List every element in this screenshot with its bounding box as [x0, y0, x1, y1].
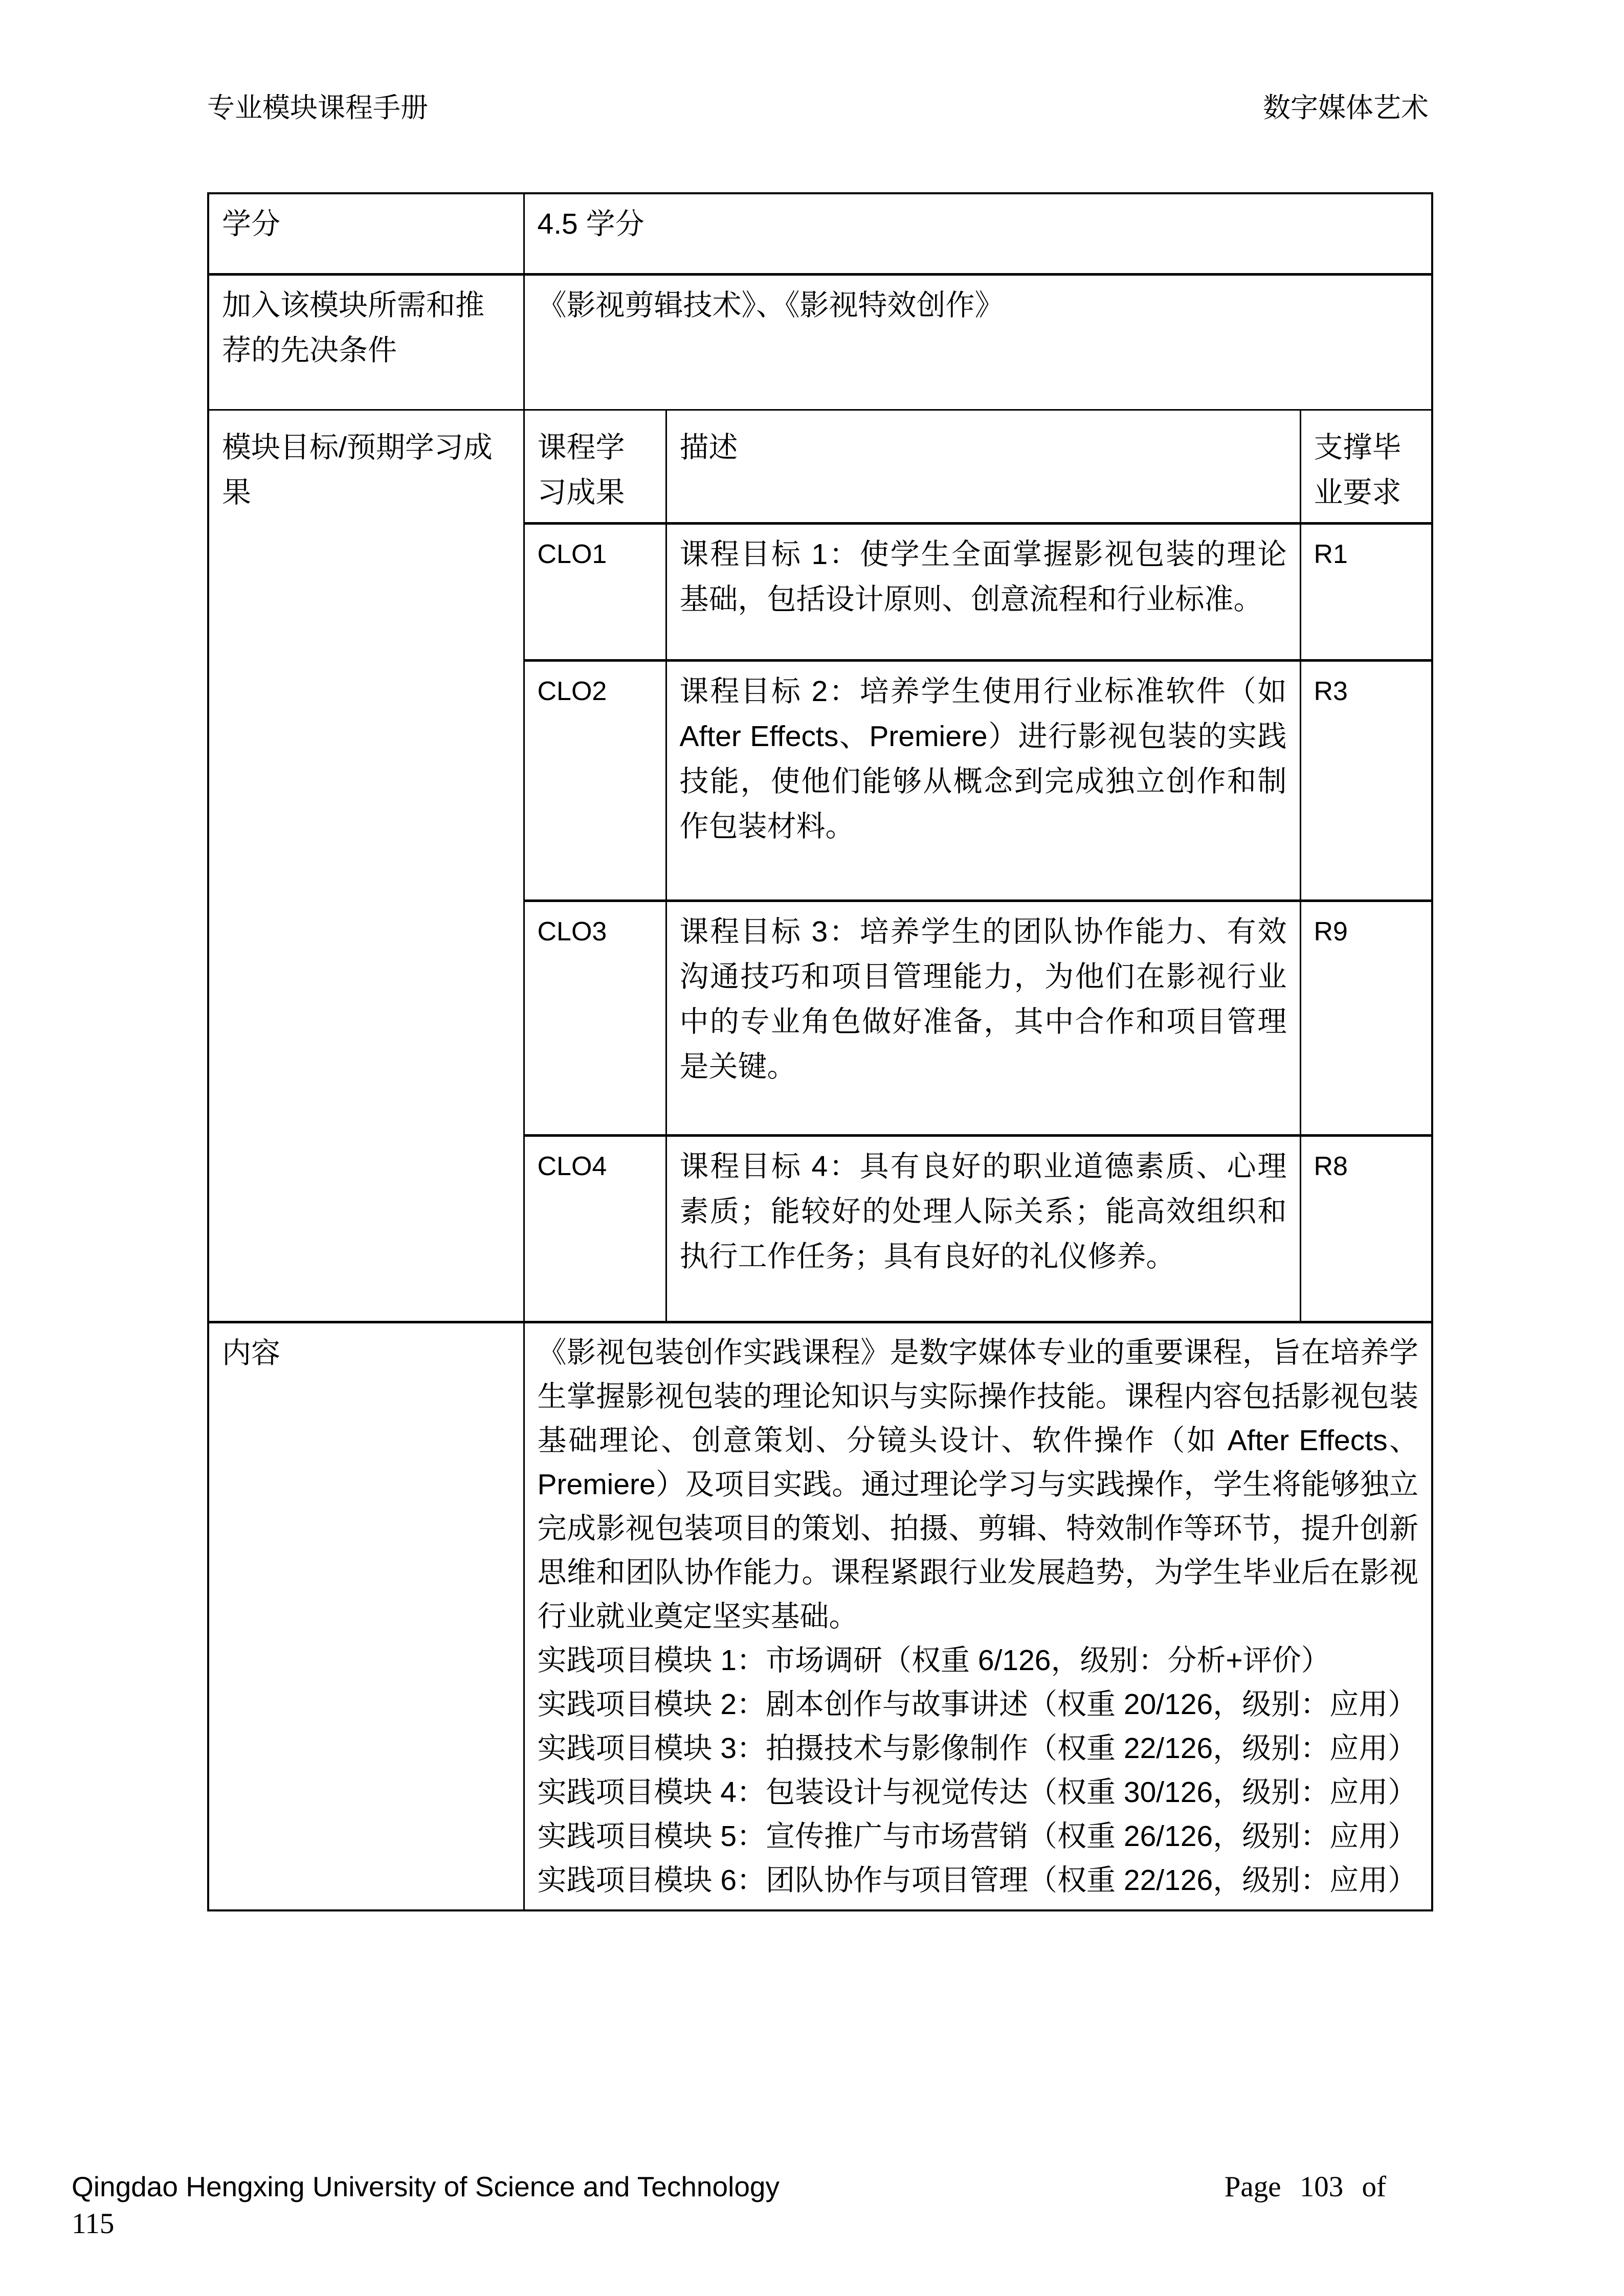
header-right-title: 数字媒体艺术: [1263, 93, 1429, 123]
clo2-support: R3: [1300, 661, 1432, 901]
practice-module-item-5: 实践项目模块 5：宣传推广与市场营销（权重 26/126，级别：应用）: [537, 1820, 1417, 1853]
footer-page-number-wrap: 115: [72, 2208, 115, 2240]
clo4-support: R8: [1300, 1136, 1432, 1322]
practice-module-item-2: 实践项目模块 2：剧本创作与故事讲述（权重 20/126，级别：应用）: [537, 1688, 1417, 1721]
clo2-code: CLO2: [524, 661, 666, 901]
practice-module-item-3: 实践项目模块 3：拍摄技术与影像制作（权重 22/126，级别：应用）: [537, 1732, 1417, 1765]
running-header: [207, 91, 1429, 126]
clo1-code: CLO1: [524, 524, 666, 661]
module-info-table: [207, 192, 1433, 1911]
clo1-support: R1: [1300, 524, 1432, 661]
clo4-description: 课程目标 4：具有良好的职业道德素质、心理素质；能较好的处理人际关系；能高效组织和执行工作任务；具有良好的礼仪修养。: [666, 1136, 1300, 1322]
clo3-support: R9: [1300, 901, 1432, 1136]
objectives-label: 模块目标/预期学习成果: [208, 410, 524, 1322]
header-left-title: 专业模块课程手册: [207, 93, 428, 123]
credits-value: 4.5 学分: [524, 193, 1432, 275]
table-row-credits: [208, 193, 1432, 275]
column-header-description: 描述: [666, 410, 1300, 524]
column-header-clo: 课程学习成果: [524, 410, 666, 524]
clo3-description: 课程目标 3：培养学生的团队协作能力、有效沟通技巧和项目管理能力，为他们在影视行业中的专业角色做好准备，其中合作和项目管理是关键。: [666, 901, 1300, 1136]
prerequisites-value: 《影视剪辑技术》、《影视特效创作》: [524, 275, 1432, 410]
clo3-code: CLO3: [524, 901, 666, 1136]
credits-label: 学分: [208, 193, 524, 275]
table-row-prerequisites: [208, 275, 1432, 410]
prerequisites-label: 加入该模块所需和推荐的先决条件: [208, 275, 524, 410]
clo4-code: CLO4: [524, 1136, 666, 1322]
practice-module-item-6: 实践项目模块 6：团队协作与项目管理（权重 22/126，级别：应用）: [537, 1864, 1417, 1897]
content-paragraph: 《影视包装创作实践课程》是数字媒体专业的重要课程，旨在培养学生掌握影视包装的理论知识与实际操作技能。课程内容包括影视包装基础理论、创意策划、分镜头设计、软件操作（如 After Effects、Premiere）及项目实践。通过理论学习与实践操作，学生将能够独立完成影视包装项目的策划、拍摄、剪辑、特效制作等环节，提升创新思维和团队协作能力。课程紧跟行业发展趋势，为学生毕业后在影视行业就业奠定坚实基础。: [537, 1336, 1419, 1633]
page-footer: [72, 2168, 1386, 2242]
clo1-description: 课程目标 1：使学生全面掌握影视包装的理论基础，包括设计原则、创意流程和行业标准。: [666, 524, 1300, 661]
footer-university: Qingdao Hengxing University of Science and Technology: [72, 2171, 780, 2202]
clo2-description: 课程目标 2：培养学生使用行业标准软件（如 After Effects、Premiere）进行影视包装的实践技能，使他们能够从概念到完成独立创作和制作包装材料。: [666, 661, 1300, 901]
content-label: 内容: [208, 1322, 524, 1911]
column-header-support: 支撑毕业要求: [1300, 410, 1432, 524]
footer-page-number: Page 103 of: [1224, 2171, 1386, 2203]
practice-module-item-1: 实践项目模块 1：市场调研（权重 6/126，级别：分析+评价）: [537, 1644, 1330, 1677]
table-row-content: [208, 1322, 1432, 1911]
practice-module-item-4: 实践项目模块 4：包装设计与视觉传达（权重 30/126，级别：应用）: [537, 1776, 1417, 1809]
content-cell: [524, 1322, 1432, 1911]
table-row-objectives-header: [208, 410, 1432, 524]
